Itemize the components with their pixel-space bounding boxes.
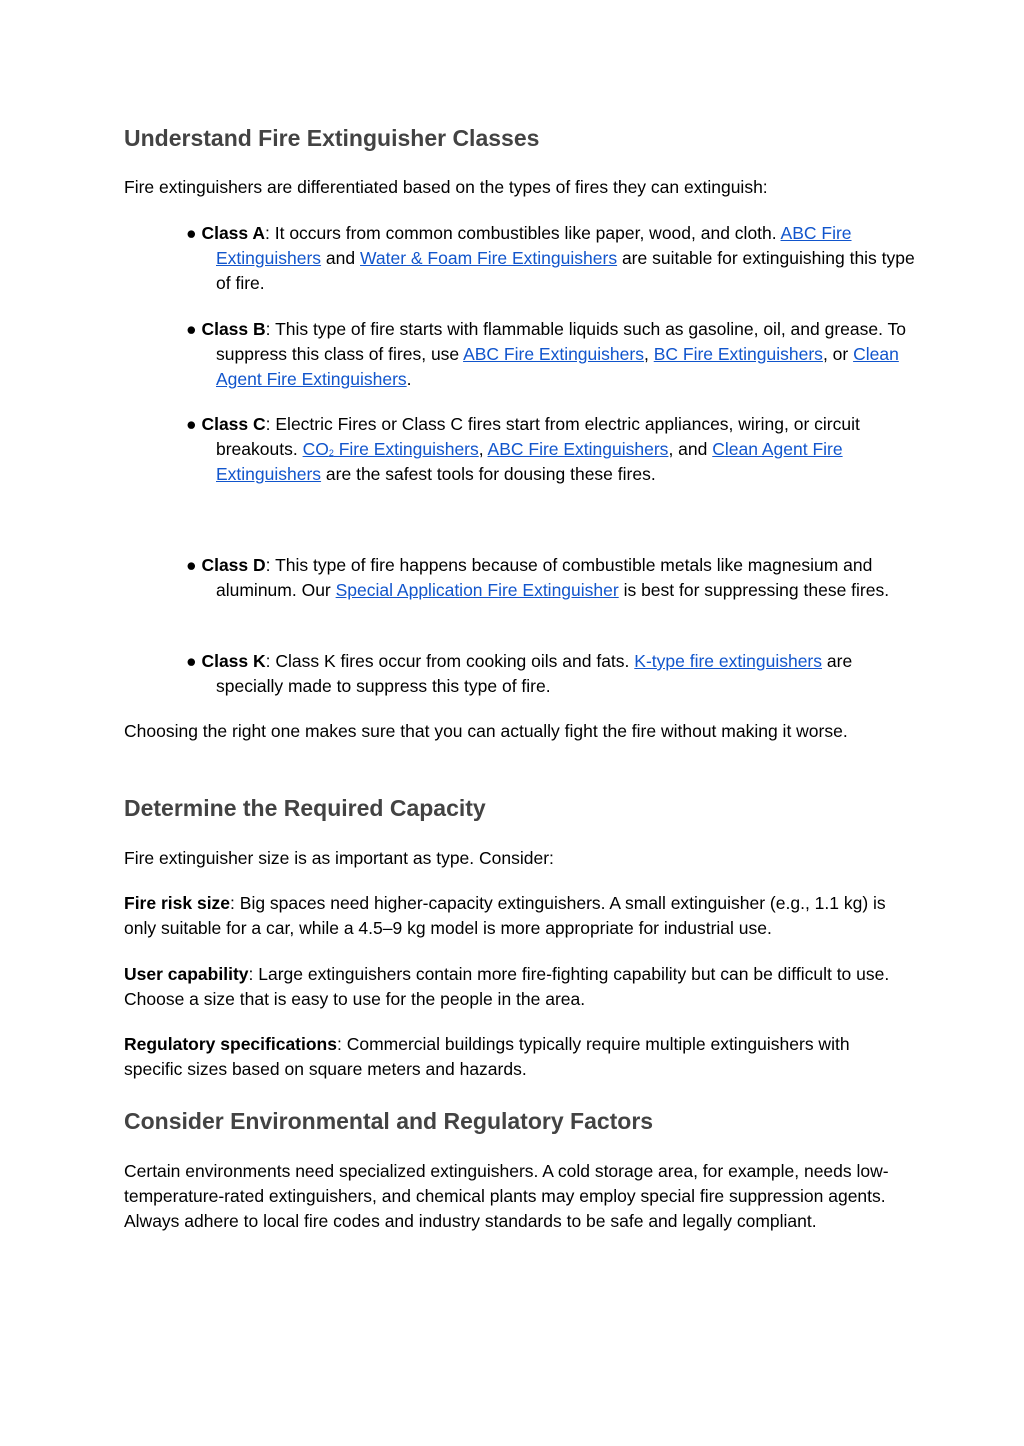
link-abc-fire-extinguishers[interactable]: ABC Fire Extinguishers bbox=[216, 223, 852, 268]
item-text: : Large extinguishers contain more fire-fighting capability but can be difficult to use. Choose a size that is easy to use for the people in the area. bbox=[124, 964, 890, 1009]
subscript: 2 bbox=[328, 448, 334, 458]
link-abc-fire-extinguishers[interactable]: ABC Fire Extinguishers bbox=[463, 344, 644, 364]
classes-intro: Fire extinguishers are differentiated based on the types of fires they can extinguish: bbox=[124, 177, 768, 197]
class-label: Class C bbox=[201, 414, 266, 434]
section-heading-environmental-factors: Consider Environmental and Regulatory Factors bbox=[124, 1108, 654, 1134]
item-text: , or bbox=[822, 344, 854, 364]
item-text: : Commercial buildings typically require multiple extinguishers with specific sizes based on square meters and hazards. bbox=[124, 1034, 850, 1079]
item-text: are the safest tools for dousing these fires. bbox=[321, 464, 656, 484]
item-label: Fire risk size bbox=[124, 893, 231, 913]
item-text: is best for suppressing these fires. bbox=[618, 580, 890, 600]
item-text: : This type of fire happens because of combustible metals like magnesium and aluminum. Our bbox=[216, 555, 873, 600]
link-bc-fire-extinguishers[interactable]: BC Fire Extinguishers bbox=[653, 344, 823, 364]
link-text: CO bbox=[302, 439, 329, 459]
item-text: . bbox=[406, 369, 412, 389]
item-text: , and bbox=[668, 439, 713, 459]
item-label: Regulatory specifications bbox=[124, 1034, 337, 1054]
item-text: : Electric Fires or Class C fires start from electric appliances, wiring, or circuit breakouts. bbox=[216, 414, 860, 459]
capacity-item-fire-risk-size bbox=[124, 891, 904, 941]
link-text: Fire Extinguishers bbox=[333, 439, 479, 459]
classes-closing: Choosing the right one makes sure that you can actually fight the fire without making it worse. bbox=[124, 721, 848, 741]
list-item-class-k bbox=[186, 649, 920, 699]
class-label: Class A bbox=[201, 223, 266, 243]
link-clean-agent-fire-extinguishers[interactable]: Clean Agent Fire Extinguishers bbox=[216, 439, 843, 484]
class-label: Class K bbox=[201, 651, 266, 671]
environmental-body: Certain environments need specialized extinguishers. A cold storage area, for example, needs low-temperature-rated extinguishers, and chemical plants may employ special fire suppression agents. Always adhere to local fire codes and industry standards to be safe and legally compliant. bbox=[124, 1161, 889, 1231]
item-text: : Class K fires occur from cooking oils and fats. bbox=[265, 651, 635, 671]
item-text: are suitable for extinguishing this type of fire. bbox=[216, 248, 915, 293]
link-abc-fire-extinguishers[interactable]: ABC Fire Extinguishers bbox=[487, 439, 669, 459]
item-text: : It occurs from common combustibles like paper, wood, and cloth. bbox=[265, 223, 781, 243]
class-label: Class B bbox=[201, 319, 266, 339]
link-clean-agent-fire-extinguishers[interactable]: Clean Agent Fire Extinguishers bbox=[216, 344, 899, 389]
bullet: ● bbox=[186, 223, 197, 243]
item-text: and bbox=[321, 248, 360, 268]
link-co2-fire-extinguishers[interactable] bbox=[303, 439, 479, 459]
section-heading-required-capacity: Determine the Required Capacity bbox=[124, 795, 486, 821]
capacity-intro: Fire extinguisher size is as important as type. Consider: bbox=[124, 848, 554, 868]
bullet: ● bbox=[186, 651, 197, 671]
item-text: are specially made to suppress this type of fire. bbox=[216, 651, 853, 696]
link-k-type-fire-extinguishers[interactable]: K-type fire extinguishers bbox=[634, 651, 823, 671]
bullet: ● bbox=[186, 414, 197, 434]
list-item-class-a bbox=[186, 221, 920, 296]
class-label: Class D bbox=[201, 555, 266, 575]
link-water-foam-fire-extinguishers[interactable]: Water & Foam Fire Extinguishers bbox=[360, 248, 618, 268]
capacity-item-regulatory-specifications bbox=[124, 1032, 904, 1082]
item-label: User capability bbox=[124, 964, 249, 984]
list-item-class-b bbox=[186, 317, 920, 392]
bullet: ● bbox=[186, 555, 197, 575]
item-text: , bbox=[643, 344, 654, 364]
list-item-class-c bbox=[186, 412, 920, 487]
section-heading-extinguisher-classes: Understand Fire Extinguisher Classes bbox=[124, 125, 540, 151]
item-text: , bbox=[478, 439, 488, 459]
list-item-class-d bbox=[186, 553, 920, 603]
item-text: : This type of fire starts with flammable liquids such as gasoline, oil, and grease. To suppress this class of fires, use bbox=[216, 319, 907, 364]
bullet: ● bbox=[186, 319, 197, 339]
capacity-item-user-capability bbox=[124, 962, 904, 1012]
item-text: : Big spaces need higher-capacity extinguishers. A small extinguisher (e.g., 1.1 kg) is only suitable for a car, while a 4.5–9 kg model is more appropriate for industrial use. bbox=[124, 893, 886, 938]
link-special-application-fire-extinguisher[interactable]: Special Application Fire Extinguisher bbox=[335, 580, 619, 600]
